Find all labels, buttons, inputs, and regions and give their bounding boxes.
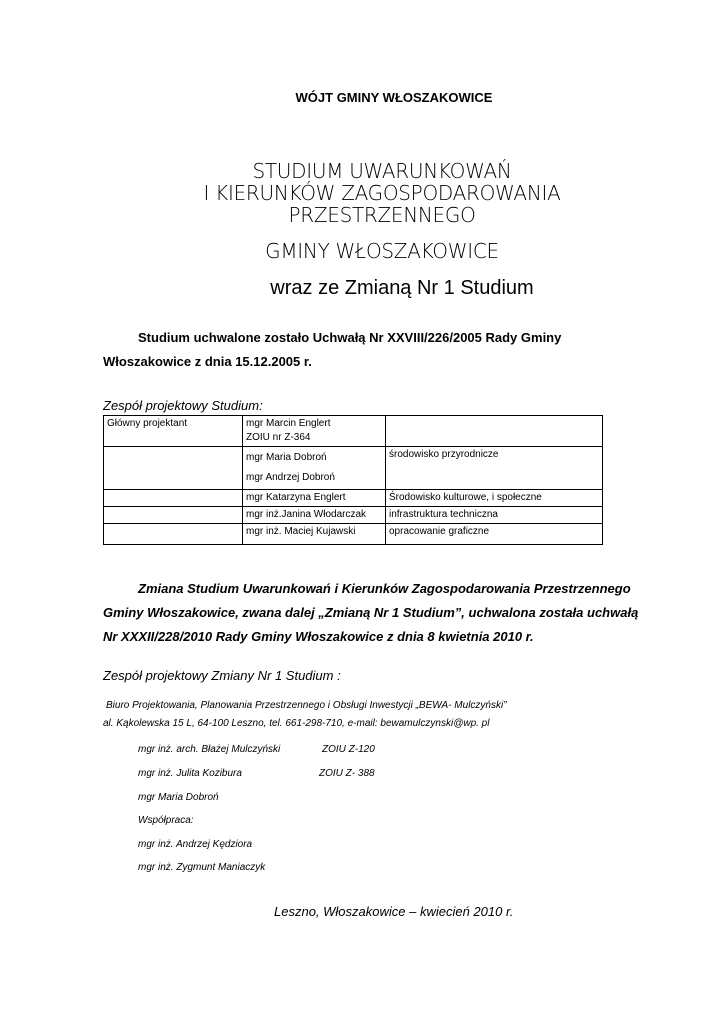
names-cell — [243, 416, 386, 447]
table-row — [104, 416, 603, 447]
title-line-5: wraz ze Zmianą Nr 1 Studium — [270, 277, 534, 299]
table-row — [104, 447, 603, 490]
bureau-info — [103, 697, 507, 733]
cooperation-label: Współpraca: — [138, 815, 194, 826]
place-date: Leszno, Włoszakowice – kwiecień 2010 r. — [274, 904, 514, 919]
scope-cell: środowisko przyrodnicze — [386, 447, 603, 490]
adoption-line-2: Włoszakowice z dnia 15.12.2005 r. — [103, 354, 312, 369]
amendment-line-3: Nr XXXII/228/2010 Rady Gminy Włoszakowice z dnia 8 kwietnia 2010 r. — [103, 629, 534, 644]
names-cell: mgr inż.Janina Włodarczak — [243, 507, 386, 524]
document-header: WÓJT GMINY WŁOSZAKOWICE — [295, 90, 493, 105]
member-name: mgr inż. Zygmunt Maniaczyk — [138, 862, 266, 873]
title-line-2: I KIERUNKÓW ZAGOSPODAROWANIA — [203, 181, 561, 205]
member-name: mgr inż. arch. Błażej Mulczyński — [138, 744, 281, 755]
role-cell: Główny projektant — [104, 416, 243, 447]
title-line-3: PRZESTRZENNEGO — [288, 203, 476, 227]
document-title — [0, 160, 724, 226]
member-license: ZOIU Z-120 — [322, 744, 375, 755]
table-row — [104, 490, 603, 507]
title-line-1: STUDIUM UWARUNKOWAŃ — [252, 159, 512, 183]
member-name: mgr inż. Andrzej Kędziora — [138, 839, 253, 850]
member-license: ZOIU Z- 388 — [319, 768, 375, 779]
table-row — [104, 507, 603, 524]
member-name: mgr Marcin Englert — [246, 418, 331, 429]
names-cell — [243, 447, 386, 490]
amendment-line-1: Zmiana Studium Uwarunkowań i Kierunków Zagospodarowania Przestrzennego — [138, 581, 631, 596]
table-row — [104, 524, 603, 545]
member-row — [138, 768, 242, 779]
title-line-4: GMINY WŁOSZAKOWICE — [265, 239, 499, 263]
member-name: mgr Andrzej Dobroń — [246, 472, 335, 483]
scope-cell — [386, 416, 603, 447]
adoption-line-1: Studium uchwalone zostało Uchwałą Nr XXVIII/226/2005 Rady Gminy — [138, 330, 562, 345]
role-cell — [104, 524, 243, 545]
scope-cell: Środowisko kulturowe, i społeczne — [386, 490, 603, 507]
amendment-paragraph — [103, 577, 663, 649]
names-cell: mgr Katarzyna Englert — [243, 490, 386, 507]
adoption-paragraph — [103, 326, 623, 374]
amendment-line-2: Gminy Włoszakowice, zwana dalej „Zmianą Nr 1 Studium”, uchwalona została uchwałą — [103, 605, 639, 620]
scope-cell: infrastruktura techniczna — [386, 507, 603, 524]
team-table — [103, 415, 603, 545]
member-name: mgr inż. Julita Kozibura — [138, 768, 242, 779]
scope-cell: opracowanie graficzne — [386, 524, 603, 545]
team-label: Zespół projektowy Studium: — [103, 398, 263, 413]
names-cell: mgr inż. Maciej Kujawski — [243, 524, 386, 545]
role-cell — [104, 490, 243, 507]
bureau-address: al. Kąkolewska 15 L, 64-100 Leszno, tel. 661-298-710, e-mail: bewamulczynski@wp. pl — [103, 718, 490, 729]
member-name: mgr Maria Dobroń — [246, 452, 327, 463]
member-name: mgr Maria Dobroń — [138, 792, 219, 803]
role-cell — [104, 447, 243, 490]
bureau-name: Biuro Projektowania, Planowania Przestrzennego i Obsługi Inwestycji „BEWA- Mulczyński” — [106, 700, 507, 711]
member-license: ZOIU nr Z-364 — [246, 432, 311, 443]
member-row — [138, 744, 280, 755]
role-cell — [104, 507, 243, 524]
amend-team-label: Zespół projektowy Zmiany Nr 1 Studium : — [103, 668, 341, 683]
